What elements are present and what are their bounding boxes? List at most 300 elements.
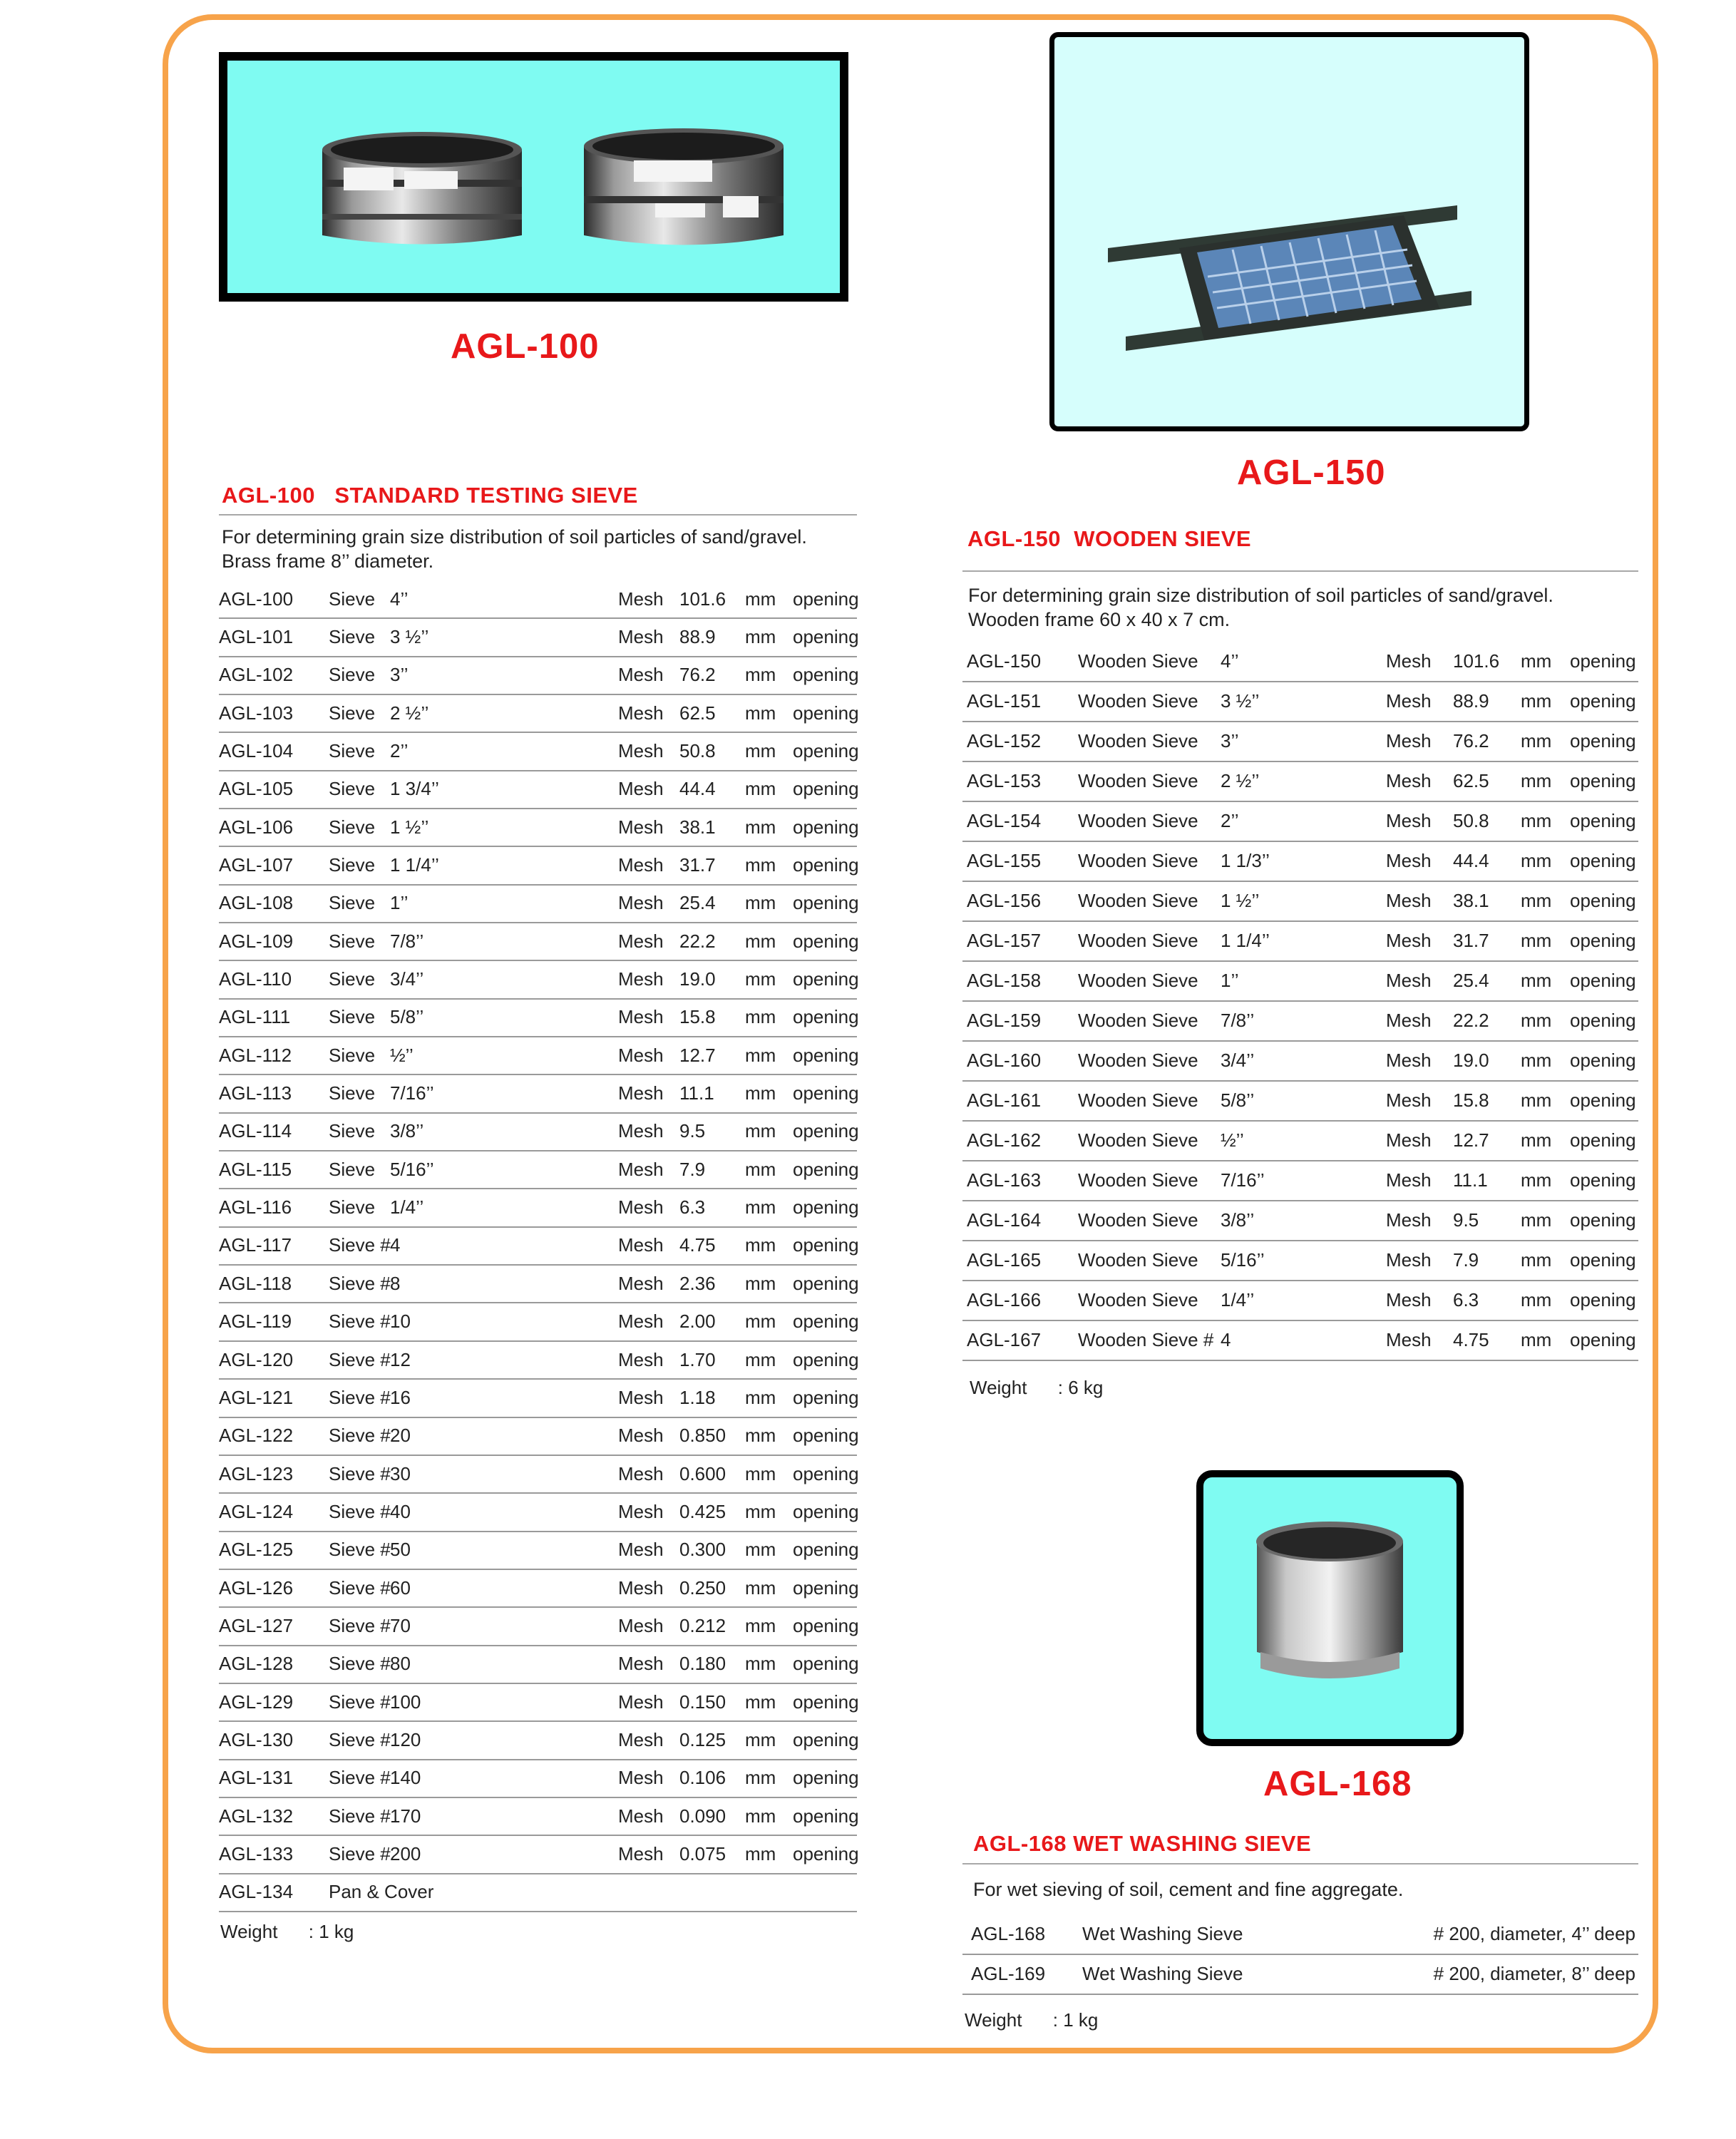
table-cell: 76.2 [1453,730,1489,752]
agl100-product-label: AGL-100 [451,327,600,366]
table-cell: mm [745,1500,776,1522]
table-row [962,1954,1638,1995]
table-cell: Mesh [1386,690,1432,712]
table-cell: 100 [390,1691,421,1713]
agl100-description [222,525,807,573]
table-cell: Mesh [1386,770,1432,791]
table-cell: mm [745,1842,776,1864]
table-cell: 1 1/3’’ [1221,850,1270,871]
table-cell: AGL-106 [219,816,294,838]
table-cell: Sieve [329,702,376,724]
table-cell: AGL-115 [219,1158,292,1180]
table-cell: 101.6 [1453,650,1500,672]
table-cell: AGL-124 [219,1500,294,1522]
table-cell: ½’’ [1221,1129,1244,1151]
table-cell: Wooden Sieve [1078,1089,1198,1111]
table-cell: opening [793,1425,859,1447]
table-cell: mm [745,1386,776,1408]
table-row [219,998,857,1037]
table-cell: Mesh [618,664,664,686]
table-cell: Mesh [618,1842,664,1864]
section-code: AGL-168 [973,1831,1067,1856]
table-cell: opening [793,1158,859,1180]
table-cell: Mesh [618,1386,664,1408]
table-cell: Mesh [618,816,664,838]
table-cell: opening [1570,1289,1636,1310]
table-cell: 4’’ [390,588,409,610]
table-cell: 31.7 [679,854,716,876]
agl100-section-title [222,483,638,508]
table-cell: Mesh [618,1653,664,1675]
table-cell: Sieve # [329,1386,391,1408]
table-row [219,1417,857,1456]
table-cell: Mesh [618,1234,664,1256]
table-row [219,770,857,809]
table-cell: 1.70 [679,1348,716,1370]
table-cell: 60 [390,1576,411,1599]
table-cell: 8 [390,1272,401,1294]
table-cell: opening [1570,890,1636,911]
table-cell: AGL-123 [219,1462,294,1484]
table-cell: mm [1521,970,1552,991]
table-cell: Sieve # [329,1691,391,1713]
table-cell: opening [793,740,859,762]
table-cell: opening [793,1767,859,1789]
table-cell: 7.9 [679,1158,706,1180]
table-cell: opening [1570,770,1636,791]
table-cell: Mesh [1386,970,1432,991]
table-row [962,801,1638,842]
agl168-table [962,1914,1638,1994]
table-cell: mm [1521,890,1552,911]
table-cell: Wet Washing Sieve [1082,1923,1243,1944]
table-cell: mm [745,1425,776,1447]
table-cell: Sieve [329,740,376,762]
description-line: For determining grain size distribution of soil particles of sand/gravel. [968,585,1553,606]
table-cell: 0.106 [679,1767,726,1789]
agl168-photo [1196,1470,1464,1746]
table-cell: opening [793,1120,859,1142]
table-cell: mm [745,1653,776,1675]
table-cell: 12.7 [679,1044,716,1066]
table-cell: mm [745,1539,776,1561]
table-cell: opening [793,1196,859,1219]
table-cell: opening [793,892,859,914]
table-row [219,1074,857,1113]
table-row [962,1160,1638,1201]
table-cell: mm [1521,1050,1552,1071]
table-cell: mm [745,1006,776,1028]
table-cell: AGL-126 [219,1576,294,1599]
table-cell: 200 [390,1842,421,1864]
table-cell: 40 [390,1500,411,1522]
table-cell: AGL-167 [967,1329,1042,1350]
weight-label: Weight [220,1921,278,1942]
table-cell: Mesh [618,1805,664,1827]
table-row [219,1835,857,1874]
table-cell: 2 ½’’ [390,702,429,724]
table-cell: Mesh [618,1576,664,1599]
table-cell: 7.9 [1453,1249,1479,1271]
table-cell: mm [745,1196,776,1219]
table-cell: mm [745,892,776,914]
table-cell: Mesh [1386,1129,1432,1151]
table-cell: opening [793,1310,859,1333]
table-cell: 6.3 [1453,1289,1479,1310]
table-cell: opening [1570,930,1636,951]
table-cell: 4 [390,1234,401,1256]
table-cell: 7/8’’ [1221,1010,1255,1031]
table-cell: opening [1570,1209,1636,1231]
table-cell: Mesh [1386,1169,1432,1191]
table-cell: mm [745,1462,776,1484]
table-cell: opening [793,1082,859,1104]
table-cell: Mesh [1386,890,1432,911]
table-cell: 0.180 [679,1653,726,1675]
agl168-description [973,1877,1403,1902]
table-cell: Mesh [618,1272,664,1294]
table-cell: 0.250 [679,1576,726,1599]
table-row [219,1264,857,1303]
table-cell: AGL-161 [967,1089,1042,1111]
table-cell: AGL-151 [967,690,1042,712]
table-cell: 4’’ [1221,650,1239,672]
table-cell: 101.6 [679,588,726,610]
table-cell: mm [1521,850,1552,871]
table-row [219,1112,857,1151]
table-cell: AGL-119 [219,1310,292,1333]
table-cell: 9.5 [679,1120,706,1142]
table-cell: mm [1521,690,1552,712]
table-cell: 12.7 [1453,1129,1489,1151]
table-cell: 7/8’’ [390,930,424,952]
table-cell: 170 [390,1805,421,1827]
table-cell: 70 [390,1614,411,1636]
table-cell: opening [1570,1129,1636,1151]
table-cell: mm [1521,1289,1552,1310]
table-row [219,1378,857,1417]
table-cell: 3/8’’ [1221,1209,1255,1231]
table-row [219,884,857,923]
table-cell: 12 [390,1348,411,1370]
table-cell: opening [793,778,859,800]
table-cell: AGL-100 [219,588,294,610]
table-cell: mm [1521,770,1552,791]
table-cell: mm [1521,730,1552,752]
table-cell: mm [745,1082,776,1104]
table-cell: Wooden Sieve [1078,1249,1198,1271]
table-cell: AGL-134 [219,1881,294,1903]
table-cell: 3/4’’ [1221,1050,1255,1071]
table-cell: Mesh [1386,730,1432,752]
table-cell: Mesh [1386,930,1432,951]
table-cell: 3 ½’’ [390,625,429,647]
table-cell: Mesh [618,625,664,647]
table-cell: 4.75 [679,1234,716,1256]
table-cell: AGL-110 [219,968,292,990]
table-cell: Wooden Sieve [1078,1169,1198,1191]
table-row [962,641,1638,682]
agl168-product-label: AGL-168 [1263,1765,1412,1803]
table-cell: 120 [390,1728,421,1750]
table-cell: Sieve # [329,1653,391,1675]
table-cell: Sieve [329,968,376,990]
table-cell: 5/16’’ [1221,1249,1265,1271]
table-cell: Mesh [618,968,664,990]
table-cell: opening [1570,1089,1636,1111]
table-cell: opening [793,1805,859,1827]
table-cell: 5/16’’ [390,1158,434,1180]
table-cell: # 200, diameter, 8’’ deep [1433,1963,1635,1984]
table-cell: AGL-131 [219,1767,294,1789]
table-row [219,1340,857,1380]
table-cell: Sieve [329,816,376,838]
table-cell: Sieve # [329,1348,391,1370]
table-cell: AGL-152 [967,730,1042,752]
table-row [219,1606,857,1646]
table-cell: mm [1521,1249,1552,1271]
table-cell: opening [793,1691,859,1713]
table-cell: AGL-160 [967,1050,1042,1071]
table-cell: AGL-130 [219,1728,294,1750]
table-cell: AGL-117 [219,1234,292,1256]
table-cell: mm [745,1614,776,1636]
table-cell: Mesh [618,1767,664,1789]
table-cell: opening [793,1272,859,1294]
table-cell: Mesh [618,1348,664,1370]
table-cell: AGL-107 [219,854,294,876]
table-cell: Mesh [618,854,664,876]
divider [962,570,1638,572]
table-cell: Sieve [329,1158,376,1180]
table-row [219,1759,857,1798]
table-row [962,841,1638,882]
table-cell: 7/16’’ [1221,1169,1265,1191]
table-cell: AGL-127 [219,1614,294,1636]
table-cell: AGL-108 [219,892,294,914]
table-row [219,922,857,961]
table-cell: Mesh [1386,650,1432,672]
divider [962,1863,1638,1864]
table-cell: Sieve [329,588,376,610]
table-cell: AGL-101 [219,625,294,647]
table-cell: 10 [390,1310,411,1333]
table-row [962,1120,1638,1161]
table-cell: Sieve [329,1120,376,1142]
table-cell: 1/4’’ [390,1196,424,1219]
table-cell: Mesh [618,892,664,914]
table-cell: Mesh [618,1539,664,1561]
table-cell: AGL-102 [219,664,294,686]
table-row [962,881,1638,922]
table-cell: opening [1570,730,1636,752]
table-row [962,721,1638,762]
table-cell: opening [793,930,859,952]
table-cell: Sieve [329,892,376,914]
divider [219,514,857,515]
table-row [219,1455,857,1494]
table-cell: Sieve [329,625,376,647]
table-cell: 1’’ [1221,970,1239,991]
table-row [219,1683,857,1722]
table-row [962,681,1638,722]
table-cell: mm [745,778,776,800]
agl168-weight [965,2009,1098,2031]
table-row [219,1150,857,1189]
table-cell: Mesh [618,1044,664,1066]
table-cell: mm [745,968,776,990]
table-cell: 1 1/4’’ [390,854,439,876]
table-row [219,656,857,695]
table-cell: mm [1521,930,1552,951]
table-cell: 2 ½’’ [1221,770,1260,791]
section-code: AGL-100 [222,483,315,508]
table-cell: Mesh [1386,1289,1432,1310]
table-cell: Wooden Sieve [1078,1010,1198,1031]
table-cell: 7/16’’ [390,1082,434,1104]
table-cell: 50.8 [1453,810,1489,831]
table-cell: Mesh [618,740,664,762]
table-cell: Mesh [618,1728,664,1750]
table-row [219,1036,857,1075]
table-cell: Wet Washing Sieve [1082,1963,1243,1984]
table-cell: Mesh [618,1158,664,1180]
table-cell: opening [793,1614,859,1636]
table-cell: mm [1521,650,1552,672]
table-cell: opening [793,588,859,610]
table-cell: 0.150 [679,1691,726,1713]
table-cell: mm [1521,810,1552,831]
table-cell: 3/4’’ [390,968,424,990]
table-cell: 38.1 [1453,890,1489,911]
table-cell: 4 [1221,1329,1231,1350]
description-line: Brass frame 8’’ diameter. [222,550,434,572]
table-cell: Sieve # [329,1425,391,1447]
table-cell: Sieve # [329,1272,391,1294]
table-cell: mm [1521,1010,1552,1031]
table-row [219,580,857,619]
section-name: WET WASHING SIEVE [1073,1831,1312,1856]
table-cell: AGL-165 [967,1249,1042,1271]
table-cell: 11.1 [679,1082,714,1104]
description-line: For wet sieving of soil, cement and fine aggregate. [973,1879,1404,1900]
agl168-section-title [973,1831,1311,1857]
table-cell: 15.8 [1453,1089,1489,1111]
table-row [219,694,857,733]
table-cell: 1 ½’’ [390,816,429,838]
table-cell: 1 ½’’ [1221,890,1260,911]
table-cell: Sieve [329,1082,376,1104]
table-cell: opening [1570,810,1636,831]
table-cell: 11.1 [1453,1169,1488,1191]
table-cell: Wooden Sieve [1078,810,1198,831]
table-row [219,1797,857,1836]
table-cell: opening [793,1653,859,1675]
agl150-description [968,583,1553,632]
table-cell: Sieve # [329,1462,391,1484]
table-cell: Wooden Sieve [1078,690,1198,712]
table-cell: AGL-120 [219,1348,294,1370]
table-cell: 0.850 [679,1425,726,1447]
table-cell: Mesh [1386,1010,1432,1031]
weight-label: Weight [970,1377,1027,1398]
table-cell: AGL-109 [219,930,294,952]
agl150-weight [970,1377,1103,1399]
table-cell: AGL-128 [219,1653,294,1675]
table-cell: AGL-150 [967,650,1042,672]
weight-value: : 6 kg [1057,1377,1104,1398]
table-cell: 22.2 [679,930,716,952]
table-cell: mm [745,588,776,610]
table-row [219,1303,857,1342]
table-cell: Wooden Sieve [1078,970,1198,991]
table-cell: 22.2 [1453,1010,1489,1031]
table-cell: opening [1570,1249,1636,1271]
table-cell: opening [793,1539,859,1561]
table-cell: AGL-132 [219,1805,294,1827]
table-row [962,1280,1638,1321]
round-sieves-illustration [227,61,840,293]
table-cell: 1 1/4’’ [1221,930,1270,951]
table-cell: AGL-157 [967,930,1042,951]
table-cell: 2.00 [679,1310,716,1333]
table-cell: Mesh [618,930,664,952]
table-cell: Mesh [1386,1089,1432,1111]
table-cell: mm [745,1767,776,1789]
table-cell: AGL-168 [971,1923,1046,1944]
table-cell: AGL-114 [219,1120,292,1142]
table-cell: mm [745,1272,776,1294]
table-cell: Sieve [329,1044,376,1066]
table-cell: mm [745,740,776,762]
table-cell: mm [745,1805,776,1827]
table-cell: mm [745,1158,776,1180]
table-row [219,1188,857,1227]
table-cell: mm [745,816,776,838]
table-cell: mm [1521,1329,1552,1350]
table-cell: mm [745,1044,776,1066]
table-cell: 1.18 [679,1386,716,1408]
table-cell: 5/8’’ [1221,1089,1255,1111]
table-cell: 2’’ [390,740,409,762]
table-cell: AGL-169 [971,1963,1046,1984]
table-cell: 50 [390,1539,411,1561]
table-cell: opening [793,664,859,686]
table-cell: mm [1521,1089,1552,1111]
table-cell: opening [1570,1169,1636,1191]
table-cell: mm [745,625,776,647]
table-cell: Mesh [618,702,664,724]
table-cell: opening [793,625,859,647]
section-code: AGL-150 [967,526,1061,551]
table-cell: 0.425 [679,1500,726,1522]
table-cell: AGL-112 [219,1044,292,1066]
table-cell: opening [793,1234,859,1256]
table-cell: AGL-113 [219,1082,292,1104]
table-cell: 0.300 [679,1539,726,1561]
weight-value: : 1 kg [308,1921,354,1942]
table-row [219,1569,857,1608]
table-cell: 38.1 [679,816,716,838]
table-cell: # 200, diameter, 4’’ deep [1433,1923,1635,1944]
table-row [962,1914,1638,1955]
table-cell: 4.75 [1453,1329,1489,1350]
table-cell: mm [745,1310,776,1333]
table-cell: mm [1521,1209,1552,1231]
table-cell: 88.9 [1453,690,1489,712]
table-cell: 0.090 [679,1805,726,1827]
table-cell: Mesh [618,1614,664,1636]
